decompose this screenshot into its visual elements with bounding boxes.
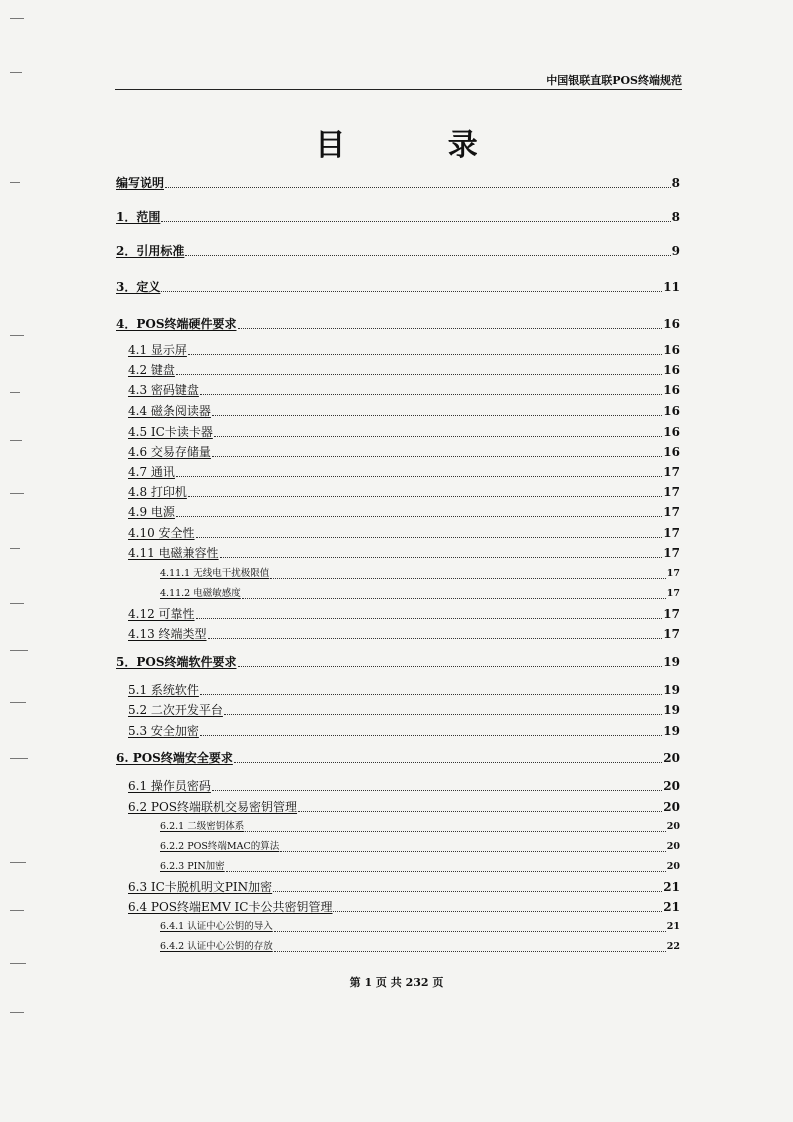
toc-entry[interactable] [160, 839, 680, 855]
scan-artifact [10, 963, 26, 964]
toc-entry-label: 4.10 安全性 [128, 526, 195, 540]
toc-entry[interactable] [128, 424, 680, 440]
toc-entry-label: 3．定义 [116, 280, 161, 294]
scan-artifact [10, 1012, 24, 1013]
toc-entry-label: 4.8 打印机 [128, 485, 187, 499]
toc-entry-label: 6.2.2 POS终端MAC的算法 [160, 841, 280, 852]
toc-entry[interactable] [116, 243, 680, 259]
toc-entry-label: 4.11 电磁兼容性 [128, 546, 219, 560]
scan-artifact [10, 862, 26, 863]
dot-leader [161, 291, 662, 292]
dot-leader [238, 666, 663, 667]
toc-entry-page-number: 20 [663, 751, 680, 765]
toc-entry-page-number: 17 [663, 465, 680, 479]
dot-leader [220, 557, 663, 558]
dot-leader [298, 811, 662, 812]
toc-entry-page-number: 20 [663, 779, 680, 793]
toc-entry-label: 5.2 二次开发平台 [128, 703, 223, 717]
scan-artifact [10, 650, 28, 651]
toc-entry-label: 4.6 交易存储量 [128, 445, 211, 459]
toc-entry[interactable] [128, 342, 680, 358]
dot-leader [224, 714, 662, 715]
toc-entry-page-number: 20 [663, 800, 680, 814]
toc-entry[interactable] [116, 316, 680, 332]
toc-entry-page-number: 21 [666, 921, 680, 932]
toc-entry-page-number: 20 [666, 841, 680, 852]
dot-leader [333, 911, 662, 912]
toc-entry[interactable] [160, 586, 680, 602]
dot-leader [212, 415, 662, 416]
toc-entry-page-number: 20 [666, 861, 680, 872]
scan-artifact [10, 548, 20, 549]
dot-leader [212, 790, 662, 791]
dot-leader [242, 598, 666, 599]
toc-entry-label: 6.4 POS终端EMV IC卡公共密钥管理 [128, 900, 333, 914]
toc-entry-label: 6.2.1 二级密钥体系 [160, 821, 245, 832]
dot-leader [245, 831, 666, 832]
scan-artifact [10, 603, 24, 604]
toc-entry-label: 6.3 IC卡脱机明文PIN加密 [128, 880, 273, 894]
toc-entry-label: 1．范围 [116, 210, 161, 224]
toc-entry-page-number: 17 [663, 526, 680, 540]
toc-entry[interactable] [116, 279, 680, 295]
toc-entry[interactable] [160, 566, 680, 582]
toc-entry[interactable] [128, 504, 680, 520]
toc-entry-page-number: 20 [666, 821, 680, 832]
dot-leader [196, 537, 663, 538]
toc-entry[interactable] [116, 209, 680, 225]
toc-entry-label: 4．POS终端硬件要求 [116, 317, 237, 331]
toc-entry[interactable] [128, 702, 680, 718]
toc-entry[interactable] [160, 939, 680, 955]
toc-entry-page-number: 21 [663, 880, 680, 894]
toc-entry-page-number: 22 [666, 941, 680, 952]
toc-entry-label: 5.1 系统软件 [128, 683, 199, 697]
toc-entry[interactable] [160, 819, 680, 835]
dot-leader [208, 638, 663, 639]
dot-leader [161, 221, 670, 222]
scan-artifact [10, 18, 24, 19]
scan-artifact [10, 910, 24, 911]
toc-entry[interactable] [128, 723, 680, 739]
toc-entry[interactable] [116, 750, 680, 766]
scan-artifact [10, 702, 26, 703]
dot-leader [176, 374, 662, 375]
toc-entry[interactable] [128, 682, 680, 698]
toc-entry-page-number: 17 [663, 485, 680, 499]
dot-leader [274, 951, 666, 952]
dot-leader [200, 694, 662, 695]
toc-entry[interactable] [128, 545, 680, 561]
scan-artifact [10, 758, 28, 759]
toc-entry[interactable] [128, 799, 680, 815]
toc-entry[interactable] [160, 919, 680, 935]
toc-entry-page-number: 17 [663, 505, 680, 519]
toc-entry-label: 4.11.1 无线电干扰极限值 [160, 568, 270, 579]
toc-entry[interactable] [128, 382, 680, 398]
toc-entry[interactable] [128, 778, 680, 794]
toc-entry-page-number: 19 [663, 655, 680, 669]
dot-leader [165, 187, 671, 188]
toc-entry[interactable] [128, 403, 680, 419]
toc-entry[interactable] [128, 484, 680, 500]
toc-entry-page-number: 19 [663, 724, 680, 738]
toc-entry-label: 4.3 密码键盘 [128, 383, 199, 397]
toc-entry[interactable] [116, 175, 680, 191]
toc-entry-page-number: 16 [663, 363, 680, 377]
toc-entry-label: 6. POS终端安全要求 [116, 751, 233, 765]
dot-leader [200, 394, 662, 395]
toc-entry[interactable] [128, 606, 680, 622]
toc-entry-label: 6.1 操作员密码 [128, 779, 211, 793]
toc-entry-page-number: 17 [666, 588, 680, 599]
toc-entry-label: 4.12 可靠性 [128, 607, 195, 621]
toc-entry-page-number: 17 [663, 627, 680, 641]
scan-artifact [10, 72, 22, 73]
dot-leader [196, 618, 663, 619]
toc-entry-label: 4.13 终端类型 [128, 627, 207, 641]
scan-artifact [10, 493, 24, 494]
dot-leader [274, 931, 666, 932]
toc-entry[interactable] [128, 444, 680, 460]
dot-leader [188, 496, 662, 497]
toc-entry-page-number: 16 [663, 343, 680, 357]
toc-entry-label: 编写说明 [116, 176, 165, 190]
toc-entry-page-number: 17 [663, 607, 680, 621]
scan-artifact [10, 182, 20, 183]
toc-entry[interactable] [128, 879, 680, 895]
dot-leader [188, 354, 662, 355]
toc-entry-page-number: 16 [663, 445, 680, 459]
toc-entry-label: 4.11.2 电磁敏感度 [160, 588, 241, 599]
dot-leader [226, 871, 666, 872]
toc-entry[interactable] [128, 626, 680, 642]
toc-entry-label: 4.4 磁条阅读器 [128, 404, 211, 418]
toc-entry-label: 5.3 安全加密 [128, 724, 199, 738]
toc-entry-page-number: 9 [671, 244, 680, 258]
dot-leader [280, 851, 666, 852]
toc-entry-page-number: 19 [663, 703, 680, 717]
dot-leader [185, 255, 670, 256]
toc-entry-page-number: 16 [663, 383, 680, 397]
toc-entry-label: 4.1 显示屏 [128, 343, 187, 357]
toc-entry-label: 4.9 电源 [128, 505, 175, 519]
toc-entry-page-number: 16 [663, 317, 680, 331]
toc-entry-label: 2．引用标准 [116, 244, 185, 258]
dot-leader [238, 328, 663, 329]
toc-entry-page-number: 19 [663, 683, 680, 697]
scan-artifact [10, 392, 20, 393]
toc-entry-page-number: 16 [663, 425, 680, 439]
toc-entry-label: 5．POS终端软件要求 [116, 655, 237, 669]
toc-entry-label: 4.7 通讯 [128, 465, 175, 479]
toc-entry-label: 6.2 POS终端联机交易密钥管理 [128, 800, 298, 814]
dot-leader [270, 578, 666, 579]
toc-entry-label: 6.2.3 PIN加密 [160, 861, 225, 872]
running-header: 中国银联直联POS终端规范 [546, 74, 682, 87]
toc-entry[interactable] [116, 654, 680, 670]
dot-leader [214, 436, 662, 437]
dot-leader [273, 891, 662, 892]
toc-entry-label: 4.2 键盘 [128, 363, 175, 377]
toc-entry-page-number: 21 [663, 900, 680, 914]
toc-entry[interactable] [128, 899, 680, 915]
dot-leader [234, 762, 662, 763]
toc-entry[interactable] [128, 464, 680, 480]
toc-entry-label: 6.4.2 认证中心公钥的存放 [160, 941, 273, 952]
scan-artifact [10, 440, 22, 441]
toc-entry-label: 4.5 IC卡读卡器 [128, 425, 213, 439]
toc-entry-page-number: 8 [671, 210, 680, 224]
toc-entry[interactable] [128, 525, 680, 541]
dot-leader [176, 476, 662, 477]
dot-leader [176, 516, 662, 517]
toc-entry-page-number: 16 [663, 404, 680, 418]
dot-leader [200, 735, 662, 736]
dot-leader [212, 456, 662, 457]
toc-entry-page-number: 17 [663, 546, 680, 560]
scan-artifact [10, 335, 24, 336]
page-footer: 第 1 页 共 232 页 [349, 976, 444, 989]
toc-entry-page-number: 11 [663, 280, 680, 294]
toc-entry[interactable] [128, 362, 680, 378]
toc-entry[interactable] [160, 859, 680, 875]
toc-entry-page-number: 8 [671, 176, 680, 190]
toc-entry-label: 6.4.1 认证中心公钥的导入 [160, 921, 273, 932]
page-title: 目 录 [315, 128, 524, 163]
toc-entry-page-number: 17 [666, 568, 680, 579]
header-rule [115, 89, 682, 90]
